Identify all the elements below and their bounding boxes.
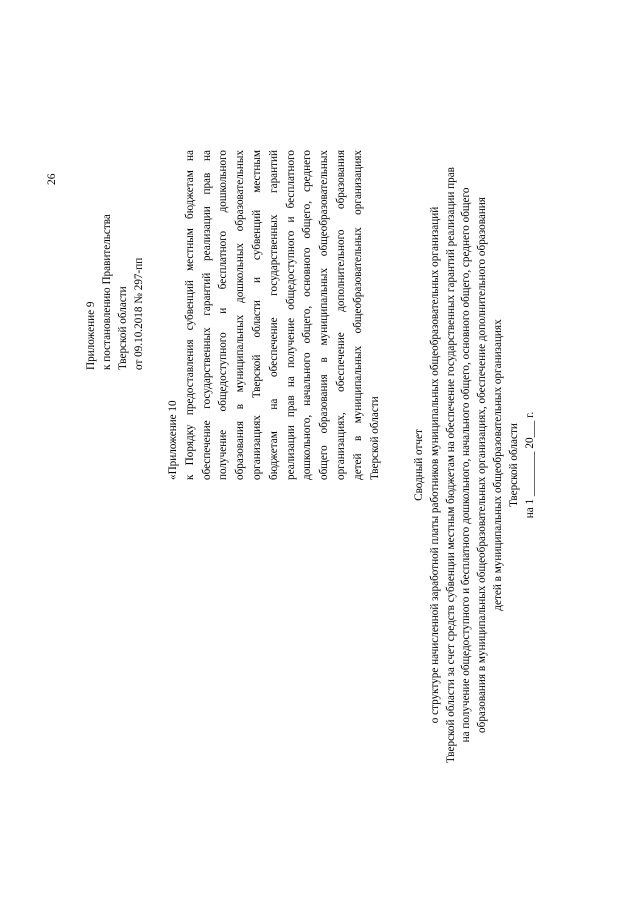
report-title: Сводный отчет <box>413 429 425 501</box>
appendix-10-line: Тверской области <box>368 396 381 480</box>
appendix-10-line: детей в муниципальных общеобразовательных организациях <box>351 150 364 480</box>
report-date-line: на 1 ________ 20___ г. <box>523 411 536 519</box>
report-title-block <box>412 50 538 880</box>
appendix-10-line: получение общедоступного и бесплатного дошкольного <box>217 150 230 480</box>
appendix-10-line: организациях Тверской области и субвенций местным <box>250 150 263 480</box>
report-subtitle-line: детей в муниципальных общеобразовательных организациях <box>491 319 504 611</box>
appendix-10-line: образования в муниципальных дошкольных образовательных <box>234 150 247 480</box>
appendix-10-line: дошкольного, начального общего, основного общего, среднего <box>301 150 314 480</box>
appendix-10-line: к Порядку предоставления субвенций местным бюджетам на <box>183 150 196 480</box>
appendix-10-line: общего образования в муниципальных общеобразовательных <box>318 150 331 480</box>
report-subtitle-line: Тверской области за счет средств субвенции местным бюджетам на обеспечение государственных гарантий реализации прав <box>444 167 457 763</box>
report-region: Тверской области <box>507 423 520 507</box>
appendix-10-title: «Приложение 10 <box>167 400 179 480</box>
appendix-9-title: Приложение 9 <box>85 301 97 370</box>
appendix-9-region: Тверской области <box>117 286 129 370</box>
appendix-10-line: обеспечение государственных гарантий реализации прав на <box>200 150 213 480</box>
report-subtitle-line: на получение общедоступного и бесплатного дошкольного, начального общего, основного общего, среднего общего <box>460 187 473 743</box>
report-subtitle-line: образования в муниципальных общеобразовательных организациях, обеспечение дополнительного образования <box>476 197 489 733</box>
report-subtitle-line: о структуре начисленной заработной платы работников муниципальных общеобразовательных организаций <box>428 206 441 724</box>
appendix-10-line: организациях, обеспечение дополнительного образования <box>334 150 347 480</box>
appendix-10-line: бюджетам на обеспечение государственных гарантий <box>267 150 280 480</box>
appendix-9-header <box>83 214 147 370</box>
appendix-9-resolution: к постановлению Правительства <box>101 214 113 370</box>
page-number: 26 <box>46 173 58 185</box>
appendix-10-header <box>165 150 383 480</box>
appendix-10-line: реализации прав на получение общедоступного и бесплатного <box>284 150 297 480</box>
appendix-9-date: от 09.10.2018 № 297-пп <box>133 257 145 370</box>
